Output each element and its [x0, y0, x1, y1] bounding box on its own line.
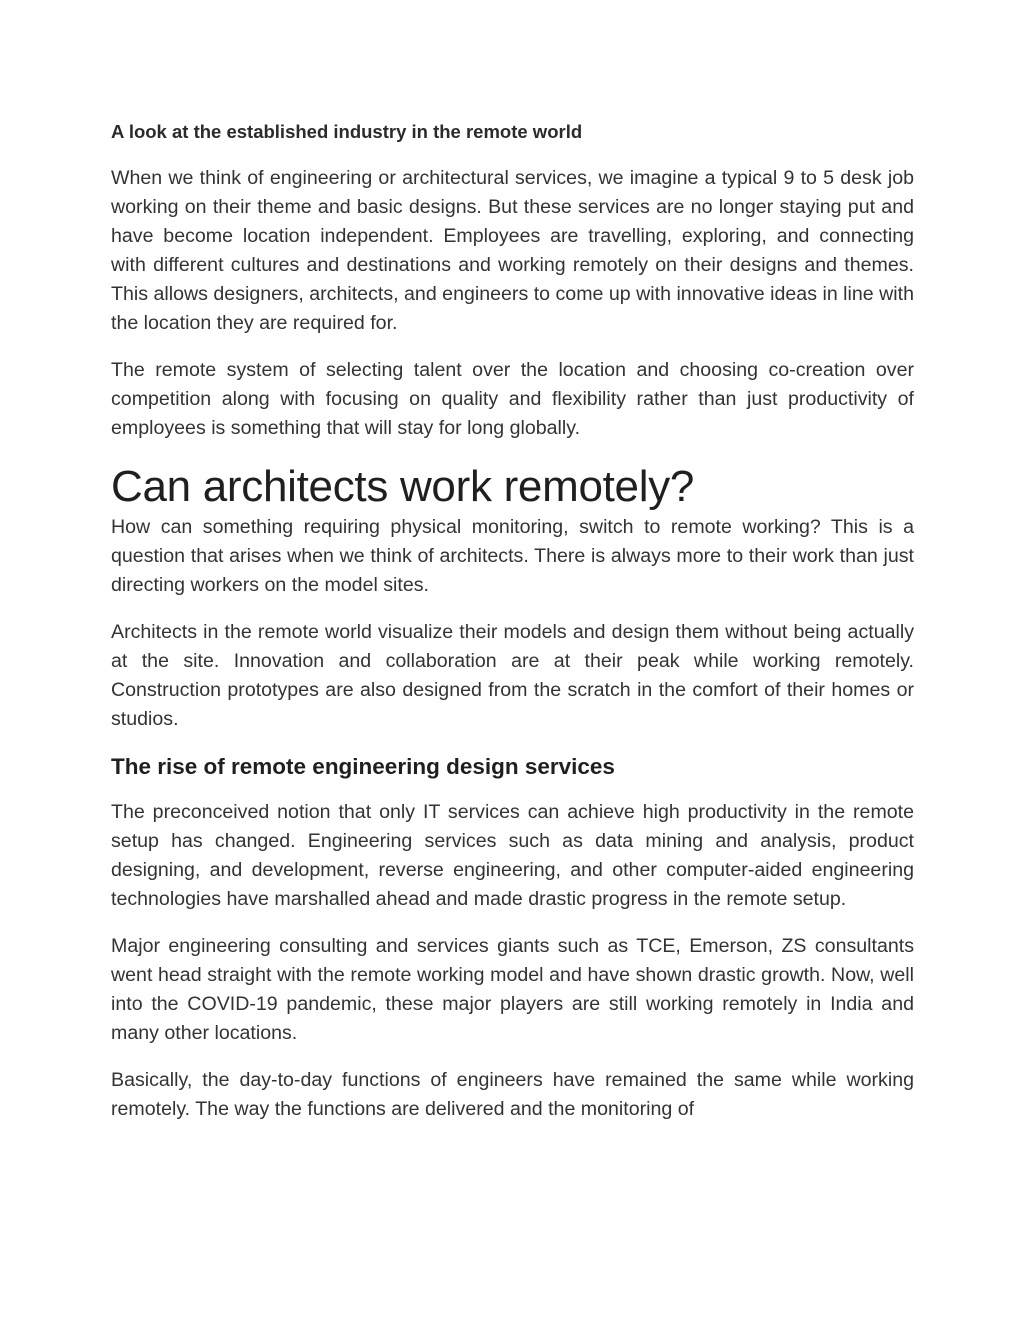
- document-page: [111, 118, 914, 1142]
- paragraph: Basically, the day-to-day functions of engineers have remained the same while working remotely. The way the functions are delivered and the monitoring of: [111, 1069, 914, 1120]
- paragraph: How can something requiring physical monitoring, switch to remote working? This is a question that arises when we think of architects. There is always more to their work than just directing workers on the model sites.: [111, 516, 914, 596]
- paragraph: The preconceived notion that only IT services can achieve high productivity in the remote setup has changed. Engineering services such as data mining and analysis, product designing, and development, reverse engineering, and other computer-aided engineering technologies have marshalled ahead and made drastic progress in the remote setup.: [111, 801, 914, 910]
- paragraph: When we think of engineering or architectural services, we imagine a typical 9 to 5 desk job working on their theme and basic designs. But these services are no longer staying put and have become location independent. Employees are travelling, exploring, and connecting with different cultures and destinations and working remotely on their designs and themes. This allows designers, architects, and engineers to come up with innovative ideas in line with the location they are required for.: [111, 167, 914, 334]
- section-heading-architects-remote: Can architects work remotely?: [111, 462, 695, 511]
- paragraph: Major engineering consulting and services giants such as TCE, Emerson, ZS consultants went head straight with the remote working model and have shown drastic growth. Now, well into the COVID-19 pandemic, these major players are still working remotely in India and many other locations.: [111, 935, 914, 1044]
- paragraph: The remote system of selecting talent over the location and choosing co-creation over competition along with focusing on quality and flexibility rather than just productivity of employees is something that will stay for long globally.: [111, 359, 914, 439]
- section-heading-remote-engineering: The rise of remote engineering design services: [111, 754, 615, 779]
- section-heading-established-industry: A look at the established industry in the remote world: [111, 121, 583, 142]
- paragraph: Architects in the remote world visualize their models and design them without being actually at the site. Innovation and collaboration are at their peak while working remotely. Construction prototypes are also designed from the scratch in the comfort of their homes or studios.: [111, 621, 914, 730]
